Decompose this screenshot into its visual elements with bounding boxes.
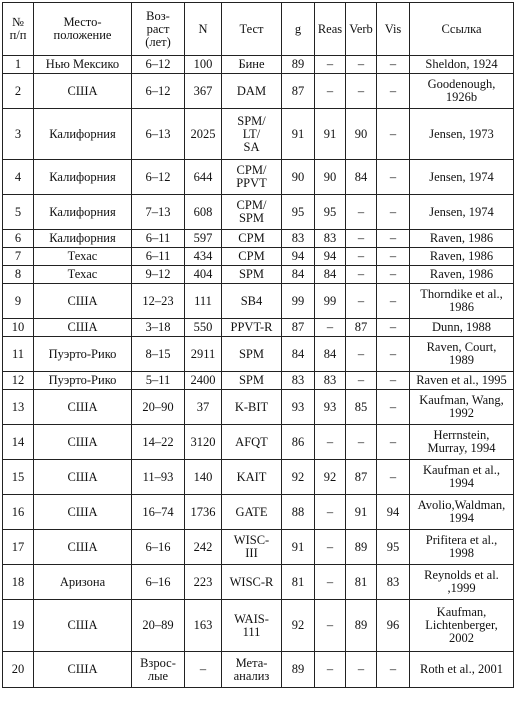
cell-vis: 95 — [377, 530, 410, 565]
cell-test: SB4 — [222, 284, 282, 319]
cell-location: США — [34, 600, 132, 652]
header-age: Воз- раст (лет) — [132, 3, 185, 56]
table-row — [3, 565, 514, 600]
cell-location: США — [34, 74, 132, 109]
cell-location: Пуэрто-Рико — [34, 372, 132, 390]
cell-location: США — [34, 460, 132, 495]
cell-age: 20–90 — [132, 390, 185, 425]
cell-n: 242 — [185, 530, 222, 565]
cell-verb: – — [346, 652, 377, 688]
cell-test: WISC- III — [222, 530, 282, 565]
cell-number: 6 — [3, 230, 34, 248]
cell-reference: Raven et al., 1995 — [410, 372, 514, 390]
cell-reference: Kaufman, Lichtenberger, 2002 — [410, 600, 514, 652]
cell-verb: – — [346, 195, 377, 230]
cell-age: 6–16 — [132, 565, 185, 600]
header-verb: Verb — [346, 3, 377, 56]
cell-location: Калифорния — [34, 230, 132, 248]
cell-age: 11–93 — [132, 460, 185, 495]
cell-vis: – — [377, 337, 410, 372]
cell-test: K-BIT — [222, 390, 282, 425]
cell-vis: – — [377, 230, 410, 248]
table-row — [3, 372, 514, 390]
cell-verb: – — [346, 56, 377, 74]
data-table — [2, 2, 514, 688]
cell-reas: 92 — [315, 460, 346, 495]
cell-location: Техас — [34, 248, 132, 266]
cell-reas: 83 — [315, 230, 346, 248]
cell-reference: Goodenough, 1926b — [410, 74, 514, 109]
cell-reference: Jensen, 1974 — [410, 195, 514, 230]
header-reference: Ссылка — [410, 3, 514, 56]
cell-verb: 87 — [346, 319, 377, 337]
cell-age: 6–13 — [132, 109, 185, 160]
table-row — [3, 284, 514, 319]
cell-reas: – — [315, 495, 346, 530]
cell-vis: – — [377, 425, 410, 460]
cell-location: США — [34, 495, 132, 530]
cell-test: CPM/ PPVT — [222, 160, 282, 195]
cell-age: 7–13 — [132, 195, 185, 230]
cell-reas: – — [315, 74, 346, 109]
cell-test: WAIS- 111 — [222, 600, 282, 652]
cell-test: SPM/ LT/ SA — [222, 109, 282, 160]
header-location: Место- положение — [34, 3, 132, 56]
cell-number: 10 — [3, 319, 34, 337]
cell-verb: – — [346, 284, 377, 319]
cell-reas: 99 — [315, 284, 346, 319]
cell-reference: Kaufman, Wang, 1992 — [410, 390, 514, 425]
cell-verb: – — [346, 230, 377, 248]
cell-location: Калифорния — [34, 160, 132, 195]
cell-g: 89 — [282, 56, 315, 74]
cell-age: 6–11 — [132, 248, 185, 266]
cell-verb: – — [346, 337, 377, 372]
cell-reference: Sheldon, 1924 — [410, 56, 514, 74]
cell-vis: – — [377, 319, 410, 337]
cell-test: KAIT — [222, 460, 282, 495]
cell-age: 3–18 — [132, 319, 185, 337]
cell-reference: Raven, 1986 — [410, 230, 514, 248]
table-row — [3, 652, 514, 688]
cell-test: CPM/ SPM — [222, 195, 282, 230]
cell-reference: Reynolds et al. ,1999 — [410, 565, 514, 600]
table-row — [3, 248, 514, 266]
cell-g: 88 — [282, 495, 315, 530]
cell-g: 84 — [282, 337, 315, 372]
cell-reas: – — [315, 565, 346, 600]
cell-verb: – — [346, 266, 377, 284]
cell-n: 550 — [185, 319, 222, 337]
cell-reas: 84 — [315, 266, 346, 284]
table-row — [3, 319, 514, 337]
cell-verb: – — [346, 372, 377, 390]
table-row — [3, 425, 514, 460]
cell-g: 95 — [282, 195, 315, 230]
cell-vis: – — [377, 460, 410, 495]
table-body — [3, 56, 514, 688]
cell-age: 16–74 — [132, 495, 185, 530]
cell-location: США — [34, 319, 132, 337]
cell-reference: Jensen, 1974 — [410, 160, 514, 195]
cell-test: CPM — [222, 248, 282, 266]
cell-reas: 83 — [315, 372, 346, 390]
cell-n: 100 — [185, 56, 222, 74]
cell-vis: – — [377, 284, 410, 319]
cell-number: 5 — [3, 195, 34, 230]
header-g: g — [282, 3, 315, 56]
cell-g: 83 — [282, 372, 315, 390]
cell-vis: – — [377, 266, 410, 284]
cell-age: Взрос- лые — [132, 652, 185, 688]
cell-vis: – — [377, 109, 410, 160]
table-row — [3, 266, 514, 284]
cell-reference: Roth et al., 2001 — [410, 652, 514, 688]
cell-test: Мета- анализ — [222, 652, 282, 688]
cell-reas: – — [315, 600, 346, 652]
cell-test: SPM — [222, 266, 282, 284]
cell-age: 6–12 — [132, 74, 185, 109]
cell-n: 2025 — [185, 109, 222, 160]
cell-number: 9 — [3, 284, 34, 319]
cell-reference: Kaufman et al., 1994 — [410, 460, 514, 495]
cell-g: 99 — [282, 284, 315, 319]
cell-age: 6–16 — [132, 530, 185, 565]
cell-n: 597 — [185, 230, 222, 248]
cell-reas: – — [315, 530, 346, 565]
cell-vis: – — [377, 74, 410, 109]
cell-number: 15 — [3, 460, 34, 495]
cell-reas: – — [315, 56, 346, 74]
cell-age: 6–11 — [132, 230, 185, 248]
cell-location: Пуэрто-Рико — [34, 337, 132, 372]
header-reas: Reas — [315, 3, 346, 56]
cell-location: Калифорния — [34, 109, 132, 160]
cell-test: SPM — [222, 337, 282, 372]
cell-location: США — [34, 284, 132, 319]
cell-verb: – — [346, 425, 377, 460]
table-row — [3, 109, 514, 160]
cell-test: GATE — [222, 495, 282, 530]
cell-g: 91 — [282, 109, 315, 160]
cell-number: 11 — [3, 337, 34, 372]
cell-g: 92 — [282, 600, 315, 652]
cell-reference: Dunn, 1988 — [410, 319, 514, 337]
cell-number: 2 — [3, 74, 34, 109]
cell-test: AFQT — [222, 425, 282, 460]
header-number: № п/п — [3, 3, 34, 56]
cell-number: 13 — [3, 390, 34, 425]
cell-location: США — [34, 390, 132, 425]
cell-location: США — [34, 530, 132, 565]
cell-g: 83 — [282, 230, 315, 248]
cell-number: 4 — [3, 160, 34, 195]
cell-n: 140 — [185, 460, 222, 495]
cell-n: 2911 — [185, 337, 222, 372]
cell-test: CPM — [222, 230, 282, 248]
cell-g: 89 — [282, 652, 315, 688]
table-row — [3, 600, 514, 652]
cell-location: Калифорния — [34, 195, 132, 230]
table-row — [3, 160, 514, 195]
cell-reference: Herrnstein, Murray, 1994 — [410, 425, 514, 460]
cell-location: Техас — [34, 266, 132, 284]
cell-n: 434 — [185, 248, 222, 266]
cell-age: 12–23 — [132, 284, 185, 319]
cell-age: 9–12 — [132, 266, 185, 284]
cell-age: 5–11 — [132, 372, 185, 390]
cell-number: 14 — [3, 425, 34, 460]
cell-age: 6–12 — [132, 160, 185, 195]
cell-number: 7 — [3, 248, 34, 266]
cell-age: 8–15 — [132, 337, 185, 372]
cell-number: 1 — [3, 56, 34, 74]
cell-g: 91 — [282, 530, 315, 565]
cell-location: Нью Мексико — [34, 56, 132, 74]
table-row — [3, 230, 514, 248]
cell-number: 3 — [3, 109, 34, 160]
cell-reference: Raven, 1986 — [410, 266, 514, 284]
cell-number: 19 — [3, 600, 34, 652]
table-row — [3, 390, 514, 425]
table-row — [3, 337, 514, 372]
table-row — [3, 74, 514, 109]
cell-test: Бине — [222, 56, 282, 74]
cell-g: 92 — [282, 460, 315, 495]
cell-g: 90 — [282, 160, 315, 195]
cell-reference: Avolio,Waldman, 1994 — [410, 495, 514, 530]
cell-test: PPVT-R — [222, 319, 282, 337]
cell-g: 81 — [282, 565, 315, 600]
cell-vis: 96 — [377, 600, 410, 652]
cell-g: 86 — [282, 425, 315, 460]
cell-location: США — [34, 425, 132, 460]
cell-g: 84 — [282, 266, 315, 284]
cell-verb: 89 — [346, 600, 377, 652]
cell-test: DAM — [222, 74, 282, 109]
header-n: N — [185, 3, 222, 56]
cell-n: 37 — [185, 390, 222, 425]
cell-verb: – — [346, 74, 377, 109]
header-vis: Vis — [377, 3, 410, 56]
cell-number: 12 — [3, 372, 34, 390]
cell-number: 17 — [3, 530, 34, 565]
cell-n: 111 — [185, 284, 222, 319]
cell-n: 1736 — [185, 495, 222, 530]
cell-reas: 84 — [315, 337, 346, 372]
cell-n: 3120 — [185, 425, 222, 460]
cell-vis: – — [377, 160, 410, 195]
cell-verb: 90 — [346, 109, 377, 160]
cell-verb: 89 — [346, 530, 377, 565]
cell-n: 644 — [185, 160, 222, 195]
cell-verb: – — [346, 248, 377, 266]
table-row — [3, 530, 514, 565]
cell-test: WISC-R — [222, 565, 282, 600]
cell-reference: Jensen, 1973 — [410, 109, 514, 160]
cell-reference: Thorndike et al., 1986 — [410, 284, 514, 319]
cell-vis: 94 — [377, 495, 410, 530]
cell-reas: – — [315, 319, 346, 337]
cell-verb: 91 — [346, 495, 377, 530]
cell-test: SPM — [222, 372, 282, 390]
cell-n: 608 — [185, 195, 222, 230]
cell-g: 87 — [282, 74, 315, 109]
cell-reas: 94 — [315, 248, 346, 266]
cell-verb: 85 — [346, 390, 377, 425]
table-row — [3, 495, 514, 530]
cell-location: США — [34, 652, 132, 688]
cell-age: 6–12 — [132, 56, 185, 74]
cell-verb: 87 — [346, 460, 377, 495]
cell-vis: – — [377, 195, 410, 230]
header-test: Тест — [222, 3, 282, 56]
cell-n: 163 — [185, 600, 222, 652]
cell-vis: – — [377, 372, 410, 390]
table-row — [3, 460, 514, 495]
cell-vis: – — [377, 390, 410, 425]
cell-vis: – — [377, 248, 410, 266]
cell-number: 16 — [3, 495, 34, 530]
cell-n: 223 — [185, 565, 222, 600]
cell-reference: Raven, 1986 — [410, 248, 514, 266]
cell-verb: 81 — [346, 565, 377, 600]
cell-reference: Prifitera et al., 1998 — [410, 530, 514, 565]
cell-n: – — [185, 652, 222, 688]
cell-reas: 95 — [315, 195, 346, 230]
cell-reas: – — [315, 652, 346, 688]
cell-reas: 91 — [315, 109, 346, 160]
cell-n: 2400 — [185, 372, 222, 390]
table-row — [3, 56, 514, 74]
cell-number: 18 — [3, 565, 34, 600]
cell-vis: 83 — [377, 565, 410, 600]
cell-reas: 93 — [315, 390, 346, 425]
cell-reas: – — [315, 425, 346, 460]
cell-reas: 90 — [315, 160, 346, 195]
header-row — [3, 3, 514, 56]
cell-age: 14–22 — [132, 425, 185, 460]
cell-reference: Raven, Court, 1989 — [410, 337, 514, 372]
cell-number: 20 — [3, 652, 34, 688]
cell-n: 367 — [185, 74, 222, 109]
cell-age: 20–89 — [132, 600, 185, 652]
cell-vis: – — [377, 652, 410, 688]
cell-g: 93 — [282, 390, 315, 425]
cell-g: 87 — [282, 319, 315, 337]
cell-vis: – — [377, 56, 410, 74]
cell-number: 8 — [3, 266, 34, 284]
cell-verb: 84 — [346, 160, 377, 195]
table-row — [3, 195, 514, 230]
cell-g: 94 — [282, 248, 315, 266]
cell-n: 404 — [185, 266, 222, 284]
cell-location: Аризона — [34, 565, 132, 600]
